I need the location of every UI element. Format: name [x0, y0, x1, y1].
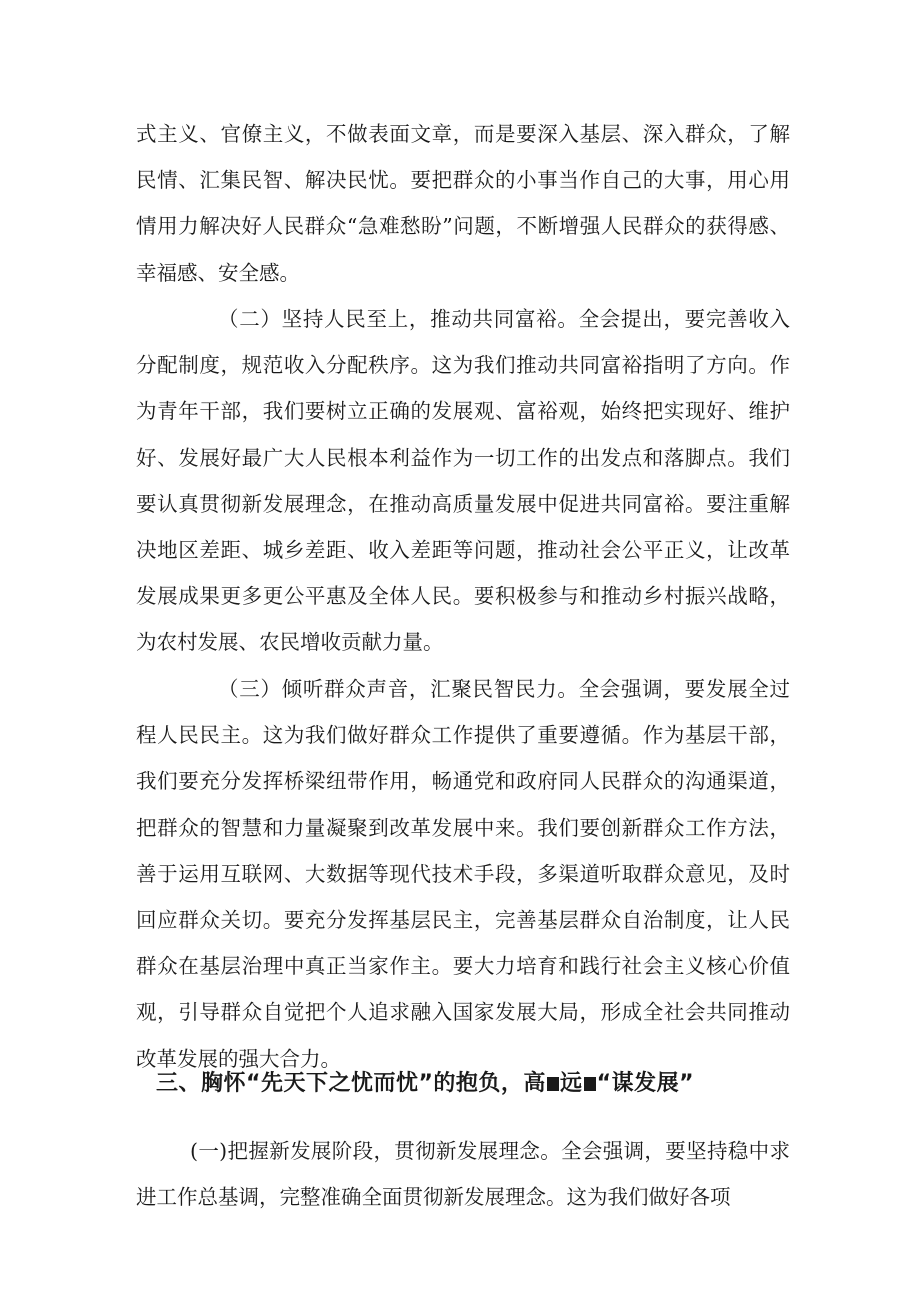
paragraph-1: 式主义、官僚主义，不做表面文章，而是要深入基层、深入群众，了解民情、汇集民智、解决民忧。要把群众的小事当作自己的大事，用心用情用力解决好人民群众“急难愁盼”问题，不断增强人民群众的获得感、幸福感、安全感。: [136, 122, 790, 285]
paragraph-3: （三）倾听群众声音，汇聚民智民力。全会强调，要发展全过程人民民主。这为我们做好群众工作提供了重要遵循。作为基层干部，我们要充分发挥桥梁纽带作用，畅通党和政府同人民群众的沟通渠道，把群众的智慧和力量凝聚到改革发展中来。我们要创新群众工作方法，善于运用互联网、大数据等现代技术手段，多渠道听取群众意见，及时回应群众关切。要充分发挥基层民主，完善基层群众自治制度，让人民群众在基层治理中真正当家作主。要大力培育和践行社会主义核心价值观，引导群众自觉把个人追求融入国家发展大局，形成全社会共同推动改革发展的强大合力。: [136, 677, 790, 1071]
paragraph-4: (一)把握新发展阶段，贯彻新发展理念。全会强调，要坚持稳中求进工作总基调，完整准确全面贯彻新发展理念。这为我们做好各项: [136, 1139, 790, 1210]
heading-text-part-1: 三、胸怀“先天下之忧而忧”的抱负，高: [156, 1071, 546, 1096]
paragraph-2: （二）坚持人民至上，推动共同富裕。全会提出，要完善收入分配制度，规范收入分配秩序。这为我们推动共同富裕指明了方向。作为青年干部，我们要树立正确的发展观、富裕观，始终把实现好、维护好、发展好最广大人民根本利益作为一切工作的出发点和落脚点。我们要认真贯彻新发展理念，在推动高质量发展中促进共同富裕。要注重解决地区差距、城乡差距、收入差距等问题，推动社会公平正义，让改革发展成果更多更公平惠及全体人民。要积极参与和推动乡村振兴战略，为农村发展、农民增收贡献力量。: [136, 307, 790, 655]
redacted-block: [547, 1077, 559, 1090]
redacted-block: [584, 1077, 596, 1090]
heading-text-part-2: 远: [560, 1071, 583, 1096]
heading-text-part-3: “谋发展”: [596, 1071, 695, 1096]
section-heading: [156, 1061, 796, 1107]
